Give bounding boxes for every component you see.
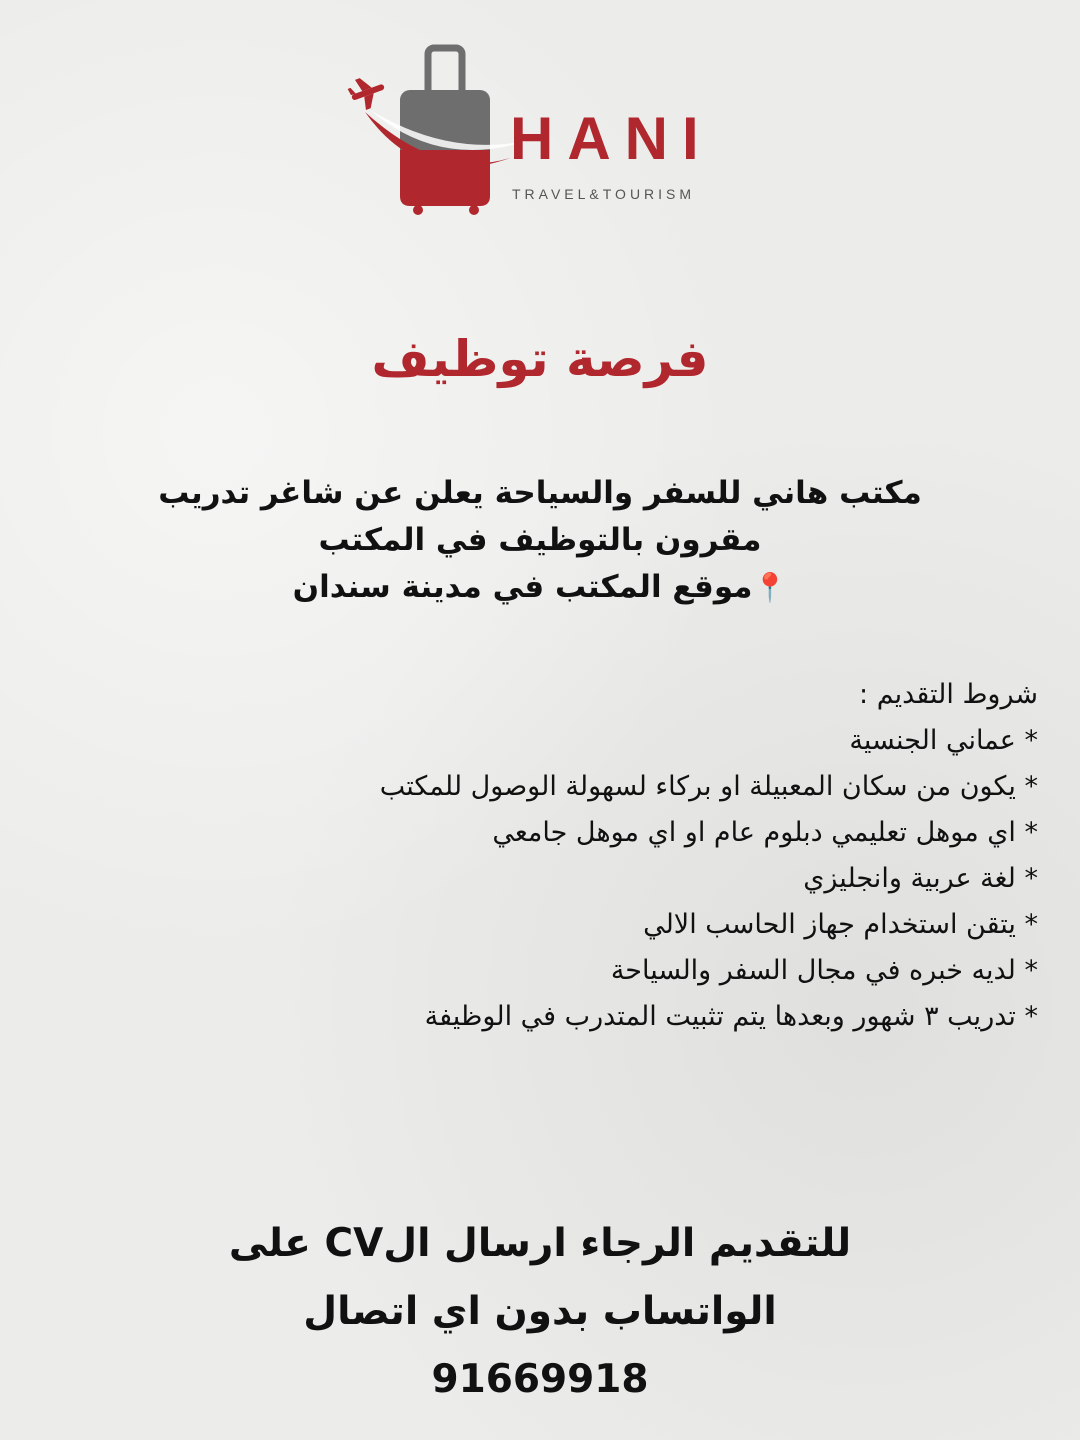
company-logo [330,40,750,220]
intro-line: مكتب هاني للسفر والسياحة يعلن عن شاغر تدريب [158,475,922,511]
brand-name: HANI [510,105,713,172]
apply-line: للتقديم الرجاء ارسال الCV على [228,1221,852,1266]
map-pin-icon: 📍 [752,571,788,604]
list-item: * اي موهل تعليمي دبلوم عام او اي موهل جامعي [492,817,1038,848]
apply-line: الواتساب بدون اي اتصال [303,1289,777,1334]
intro-location [60,564,1020,611]
page-title: فرصة توظيف [371,330,709,388]
phone-number: 91669918 [431,1357,649,1402]
job-intro [60,470,1020,611]
apply-instructions [0,1210,1080,1414]
requirements-list [138,672,1038,1040]
list-item: * لديه خبره في مجال السفر والسياحة [610,955,1038,986]
list-item: * تدريب ٣ شهور وبعدها يتم تثبيت المتدرب في الوظيفة [424,1001,1038,1032]
intro-line: مقرون بالتوظيف في المكتب [318,522,762,558]
location-text: موقع المكتب في مدينة سندان [292,569,753,605]
list-item: * لغة عربية وانجليزي [803,863,1038,894]
list-item: * يتقن استخدام جهاز الحاسب الالي [643,909,1038,940]
list-item: * عماني الجنسية [849,725,1038,756]
requirements-title: شروط التقديم : [859,679,1038,710]
list-item: * يكون من سكان المعبيلة او بركاء لسهولة الوصول للمكتب [379,771,1038,802]
brand-tagline: TRAVEL&TOURISM [512,186,696,202]
